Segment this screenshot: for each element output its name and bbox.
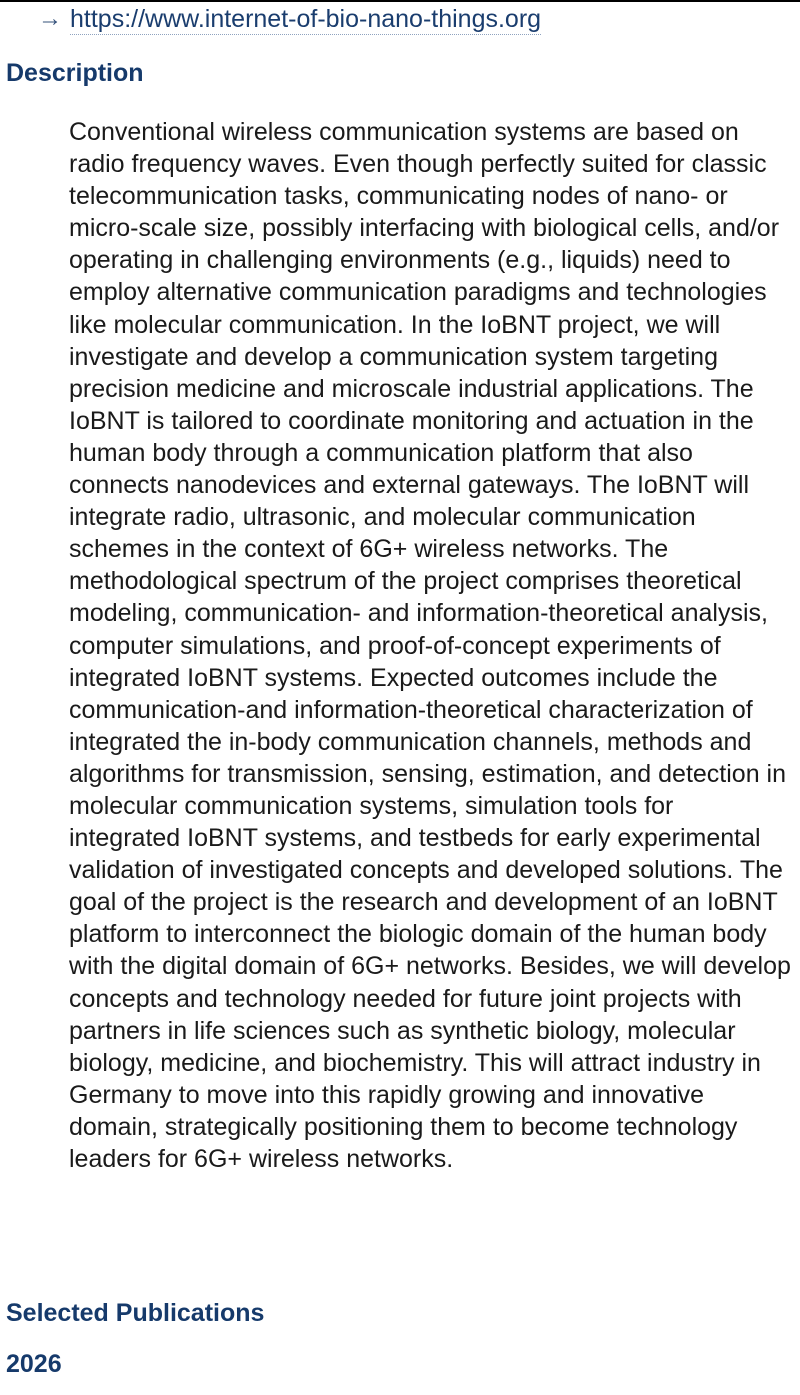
arrow-right-icon: → bbox=[38, 5, 62, 32]
publication-year-heading: 2026 bbox=[6, 1350, 62, 1378]
description-text: Conventional wireless communication systems are based on radio frequency waves. Even though perfectly suited for classic telecommunication tasks, communicating nodes of nano- or micro-scale size, possibly interfacing with biological cells, and/or operating in challenging environments (e.g., liquids) need to employ alternative communication paradigms and technologies like molecular communication. In the IoBNT project, we will investigate and develop a communication system targeting precision medicine and microscale industrial applications. The IoBNT is tailored to coordinate monitoring and actuation in the human body through a communication platform that also connects nanodevices and external gateways. The IoBNT will integrate radio, ultrasonic, and molecular communication schemes in the context of 6G+ wireless networks. The methodological spectrum of the project comprises theoretical modeling, communication- and information-theoretical analysis, computer simulations, and proof-of-concept experiments of integrated IoBNT systems. Expected outcomes include the communication-and information-theoretical characterization of integrated the in-body communication channels, methods and algorithms for transmission, sensing, estimation, and detection in molecular communication systems, simulation tools for integrated IoBNT systems, and testbeds for early experimental validation of investigated concepts and developed solutions. The goal of the project is the research and development of an IoBNT platform to interconnect the biologic domain of the human body with the digital domain of 6G+ networks. Besides, we will develop concepts and technology needed for future joint projects with partners in life sciences such as synthetic biology, molecular biology, medicine, and biochemistry. This will attract industry in Germany to move into this rapidly growing and innovative domain, strategically positioning them to become technology leaders for 6G+ wireless networks. bbox=[69, 118, 791, 1173]
description-heading: Description bbox=[6, 59, 144, 87]
selected-publications-heading: Selected Publications bbox=[6, 1299, 265, 1327]
project-website-link[interactable]: https://www.internet-of-bio-nano-things.org bbox=[70, 4, 542, 33]
project-link-row bbox=[38, 2, 541, 36]
